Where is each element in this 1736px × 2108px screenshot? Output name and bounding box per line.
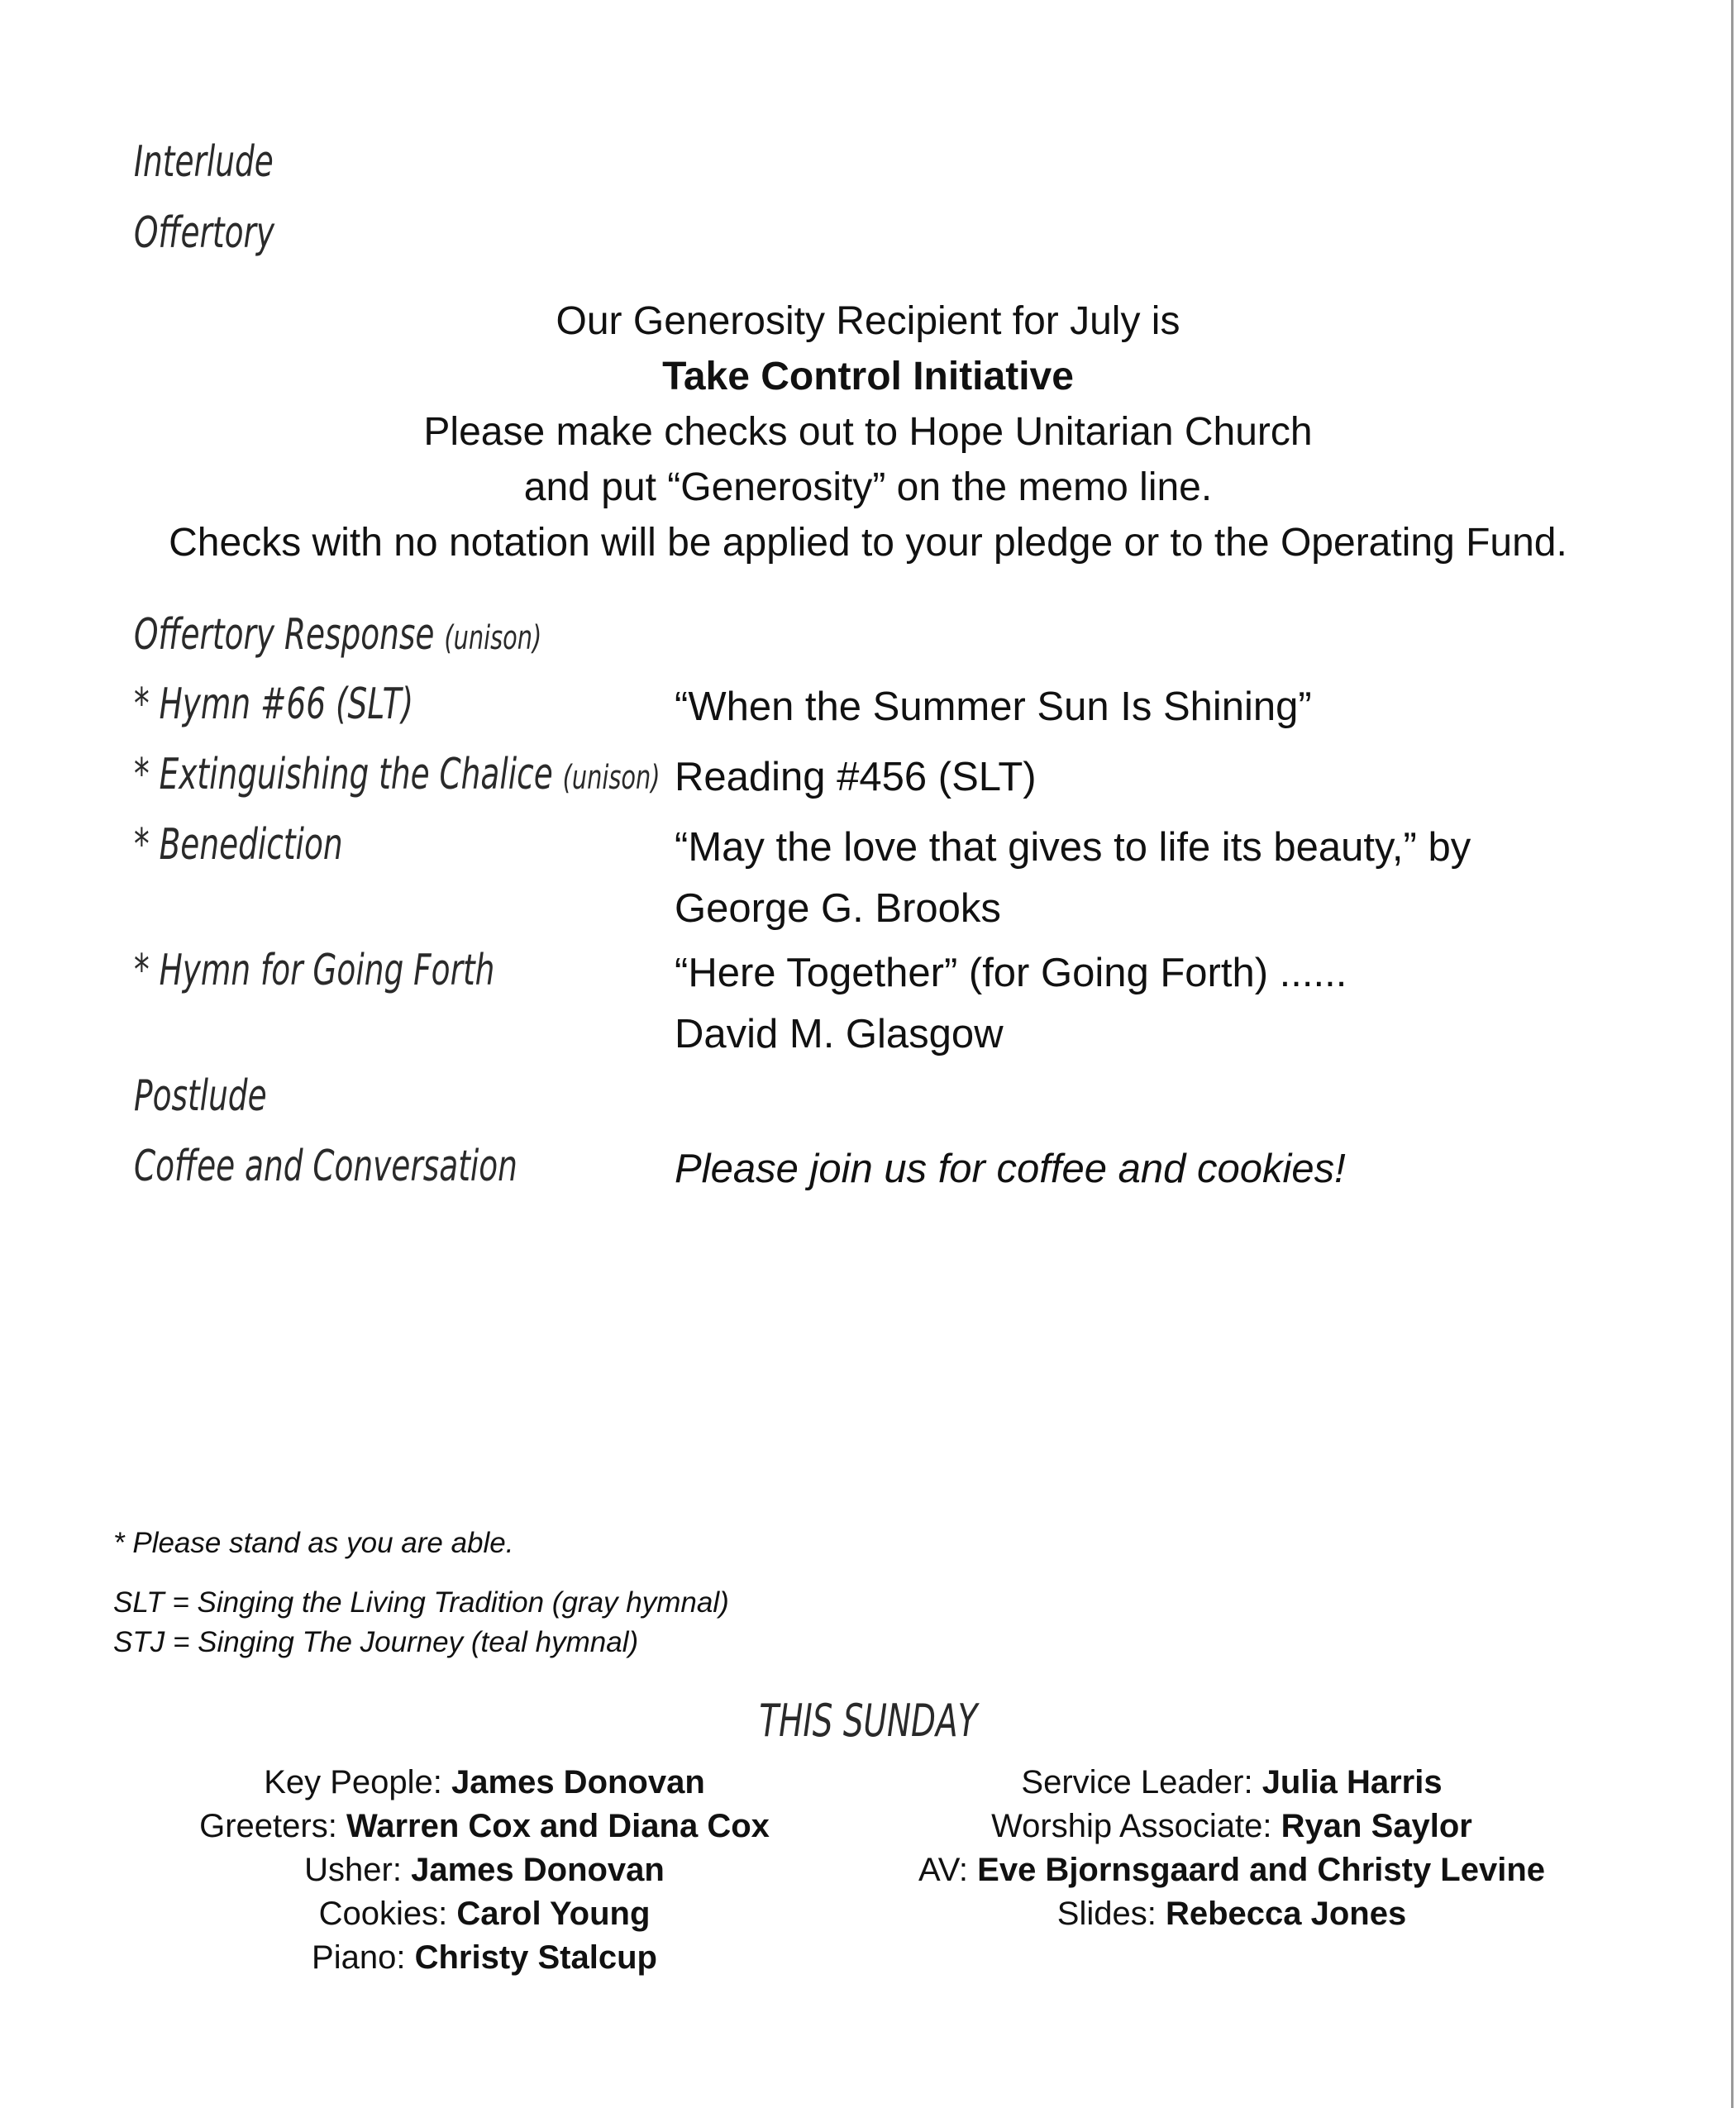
stand-note: * Please stand as you are able. bbox=[113, 1527, 514, 1559]
benediction-label: * Benediction bbox=[134, 820, 343, 870]
slt-note: SLT = Singing the Living Tradition (gray hymnal) bbox=[113, 1586, 729, 1619]
offertory-response-note: (unison) bbox=[444, 619, 542, 657]
this-sunday-heading: THIS SUNDAY bbox=[758, 1695, 977, 1747]
benediction-text-line-1: “May the love that gives to life its beauty,” by bbox=[675, 825, 1471, 870]
role-key-people: Key People: James Donovan bbox=[264, 1764, 705, 1800]
hymn-66-title: “When the Summer Sun Is Shining” bbox=[675, 684, 1312, 729]
generosity-recipient: Take Control Initiative bbox=[662, 355, 1074, 398]
role-piano: Piano: Christy Stalcup bbox=[312, 1939, 657, 1976]
order-item-going-forth bbox=[134, 946, 635, 995]
stj-note: STJ = Singing The Journey (teal hymnal) bbox=[113, 1626, 639, 1658]
generosity-line-5: Checks with no notation will be applied to your pledge or to the Operating Fund. bbox=[169, 521, 1567, 565]
benediction-text-line-2: George G. Brooks bbox=[675, 886, 1001, 931]
order-item-hymn-66 bbox=[134, 680, 522, 729]
role-worship-associate: Worship Associate: Ryan Saylor bbox=[991, 1808, 1472, 1844]
role-greeters: Greeters: Warren Cox and Diana Cox bbox=[199, 1808, 770, 1844]
postlude-label: Postlude bbox=[134, 1071, 267, 1121]
offertory-label: Offertory bbox=[134, 208, 275, 258]
role-cookies: Cookies: Carol Young bbox=[318, 1896, 651, 1932]
generosity-line-3: Please make checks out to Hope Unitarian Church bbox=[423, 410, 1313, 454]
role-slides: Slides: Rebecca Jones bbox=[1056, 1896, 1407, 1932]
extinguishing-chalice-reading: Reading #456 (SLT) bbox=[675, 755, 1037, 799]
generosity-line-4: and put “Generosity” on the memo line. bbox=[523, 465, 1213, 509]
going-forth-label: * Hymn for Going Forth bbox=[134, 946, 495, 995]
extinguishing-chalice-label: * Extinguishing the Chalice (unison) bbox=[134, 750, 661, 799]
order-item-offertory-response bbox=[134, 610, 700, 663]
generosity-announcement bbox=[0, 293, 1736, 570]
this-sunday-right-column bbox=[860, 1761, 1604, 1936]
order-item-postlude bbox=[134, 1071, 318, 1121]
order-item-benediction bbox=[134, 820, 424, 870]
role-av: AV: Eve Bjornsgaard and Christy Levine bbox=[918, 1852, 1546, 1888]
order-item-offertory bbox=[134, 208, 329, 258]
interlude-label: Interlude bbox=[134, 137, 274, 187]
going-forth-hymn-line-1: “Here Together” (for Going Forth) ...... bbox=[675, 951, 1347, 995]
offertory-response-label: Offertory Response (unison) bbox=[134, 610, 542, 660]
coffee-label: Coffee and Conversation bbox=[134, 1142, 517, 1191]
order-item-coffee bbox=[134, 1142, 666, 1191]
role-service-leader: Service Leader: Julia Harris bbox=[1021, 1764, 1443, 1800]
this-sunday-left-column bbox=[112, 1761, 856, 1980]
coffee-invitation: Please join us for coffee and cookies! bbox=[675, 1147, 1346, 1191]
order-item-interlude bbox=[134, 137, 327, 187]
hymn-66-label: * Hymn #66 (SLT) bbox=[134, 680, 414, 729]
going-forth-hymn-line-2: David M. Glasgow bbox=[675, 1012, 1004, 1056]
generosity-line-1: Our Generosity Recipient for July is bbox=[556, 299, 1180, 343]
extinguishing-chalice-note: (unison) bbox=[562, 759, 661, 797]
role-usher: Usher: James Donovan bbox=[304, 1852, 665, 1888]
